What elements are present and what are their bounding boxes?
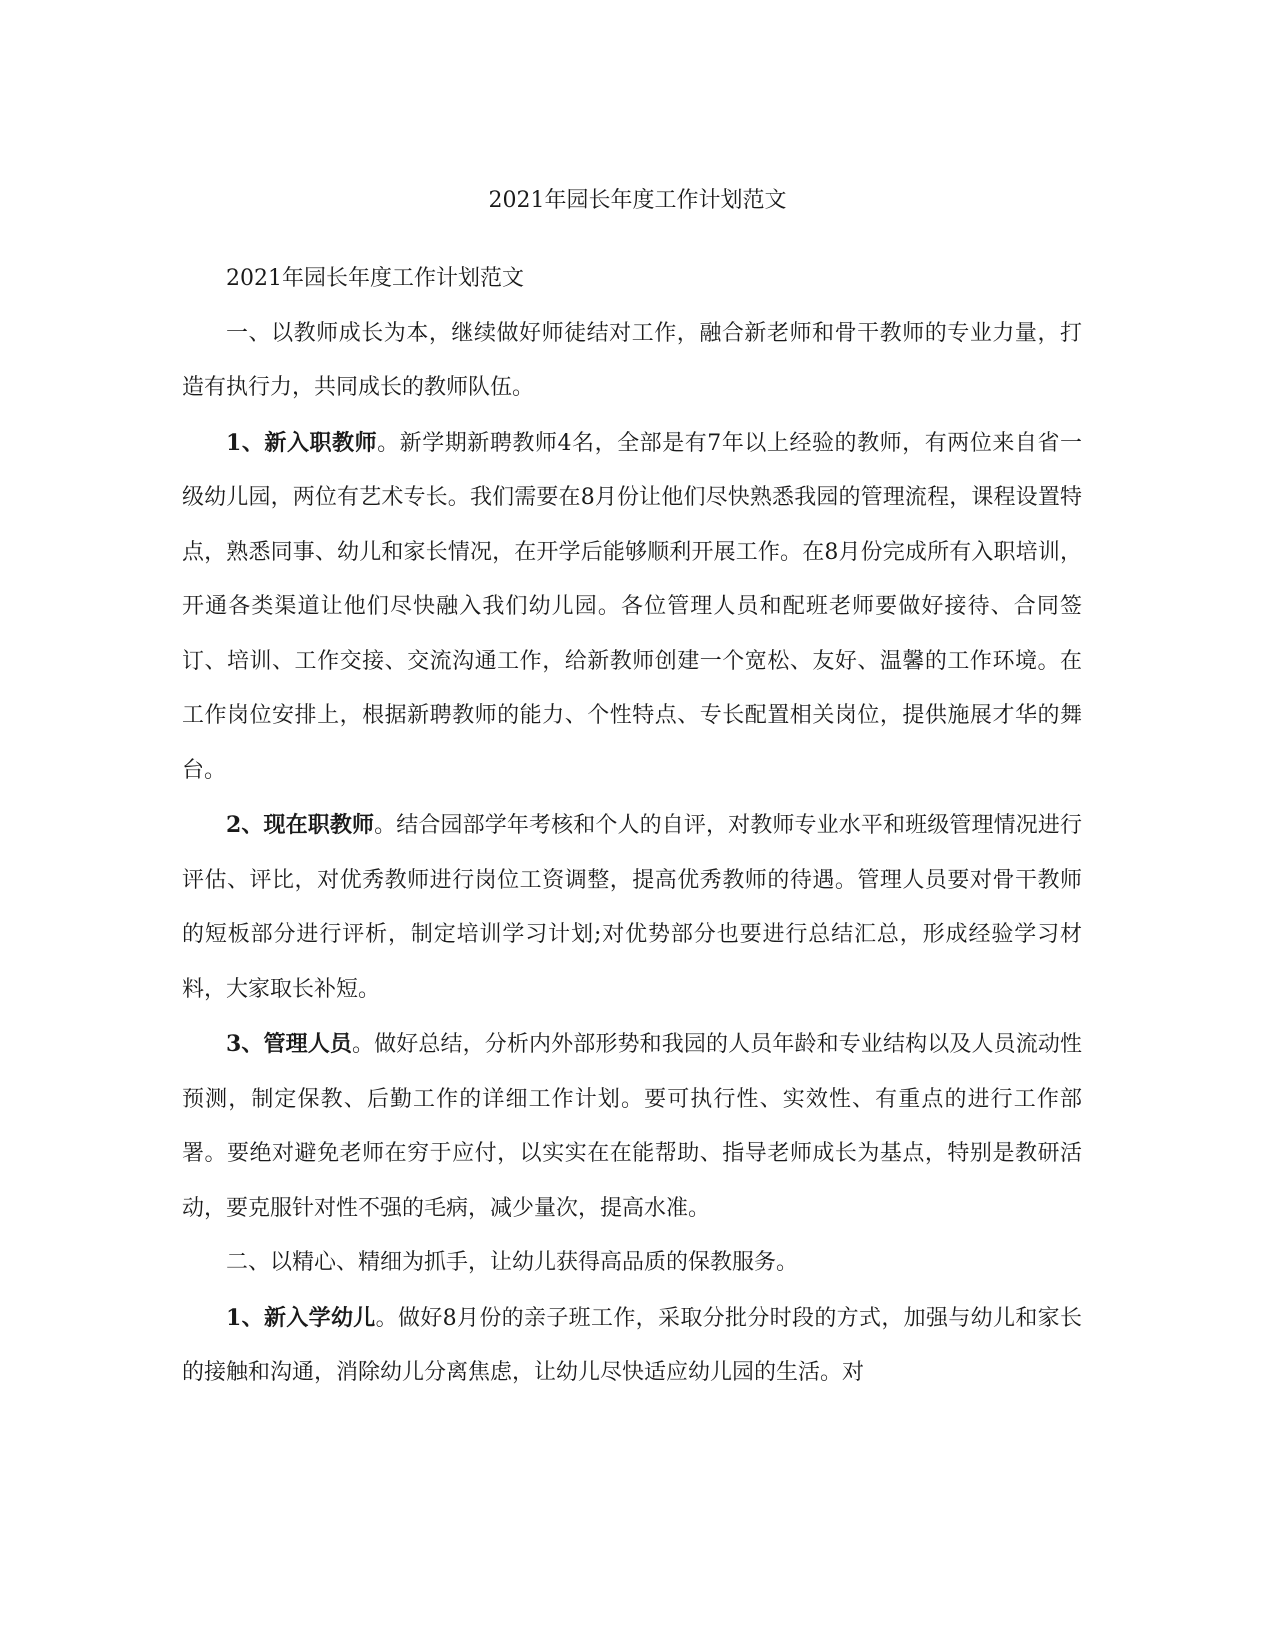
paragraph-text: 一、以教师成长为本，继续做好师徒结对工作，融合新老师和骨干教师的专业力量，打造有执行力，共同成长的教师队伍。	[182, 320, 1082, 400]
document-title: 2021年园长年度工作计划范文	[488, 188, 787, 213]
paragraph-text: 2021年园长年度工作计划范文	[226, 266, 524, 291]
document-body	[182, 252, 1082, 1401]
paragraph-text: 二、以精心、精细为抓手，让幼儿获得高品质的保教服务。	[226, 1250, 799, 1275]
paragraph-text: 。结合园部学年考核和个人的自评，对教师专业水平和班级管理情况进行评估、评比，对优秀教师进行岗位工资调整，提高优秀教师的待遇。管理人员要对骨干教师的短板部分进行评析，制定培训学习计划;对优势部分也要进行总结汇总，形成经验学习材料，大家取长补短。	[182, 813, 1082, 1002]
paragraph-lead: 3、管理人员	[226, 1031, 353, 1057]
paragraph-text: 。做好总结，分析内外部形势和我园的人员年龄和专业结构以及人员流动性预测，制定保教、后勤工作的详细工作计划。要可执行性、实效性、有重点的进行工作部署。要绝对避免老师在穷于应付，以实实在在能帮助、指导老师成长为基点，特别是教研活动，要克服针对性不强的毛病，减少量次，提高水准。	[182, 1032, 1082, 1221]
section-two-heading	[182, 1236, 1082, 1291]
section-one-heading	[182, 307, 1082, 416]
paragraph-lead: 1、新入学幼儿	[226, 1304, 376, 1331]
paragraph-lead: 2、现在职教师	[226, 812, 375, 838]
paragraph-lead: 1、新入职教师	[226, 429, 378, 456]
paragraph-new-children	[182, 1291, 1082, 1401]
paragraph-managers	[182, 1017, 1082, 1236]
paragraph-new-teachers	[182, 416, 1082, 799]
subtitle-paragraph	[182, 252, 1082, 307]
paragraph-text: 。新学期新聘教师4名，全部是有7年以上经验的教师，有两位来自省一级幼儿园，两位有艺术专长。我们需要在8月份让他们尽快熟悉我园的管理流程，课程设置特点，熟悉同事、幼儿和家长情况，在开学后能够顺利开展工作。在8月份完成所有入职培训，开通各类渠道让他们尽快融入我们幼儿园。各位管理人员和配班老师要做好接待、合同签订、培训、工作交接、交流沟通工作，给新教师创建一个宽松、友好、温馨的工作环境。在工作岗位安排上，根据新聘教师的能力、个性特点、专长配置相关岗位，提供施展才华的舞台。	[182, 430, 1082, 783]
paragraph-current-teachers	[182, 798, 1082, 1017]
paragraph-text: 。做好8月份的亲子班工作，采取分批分时段的方式，加强与幼儿和家长的接触和沟通，消除幼儿分离焦虑，让幼儿尽快适应幼儿园的生活。对	[182, 1305, 1083, 1385]
